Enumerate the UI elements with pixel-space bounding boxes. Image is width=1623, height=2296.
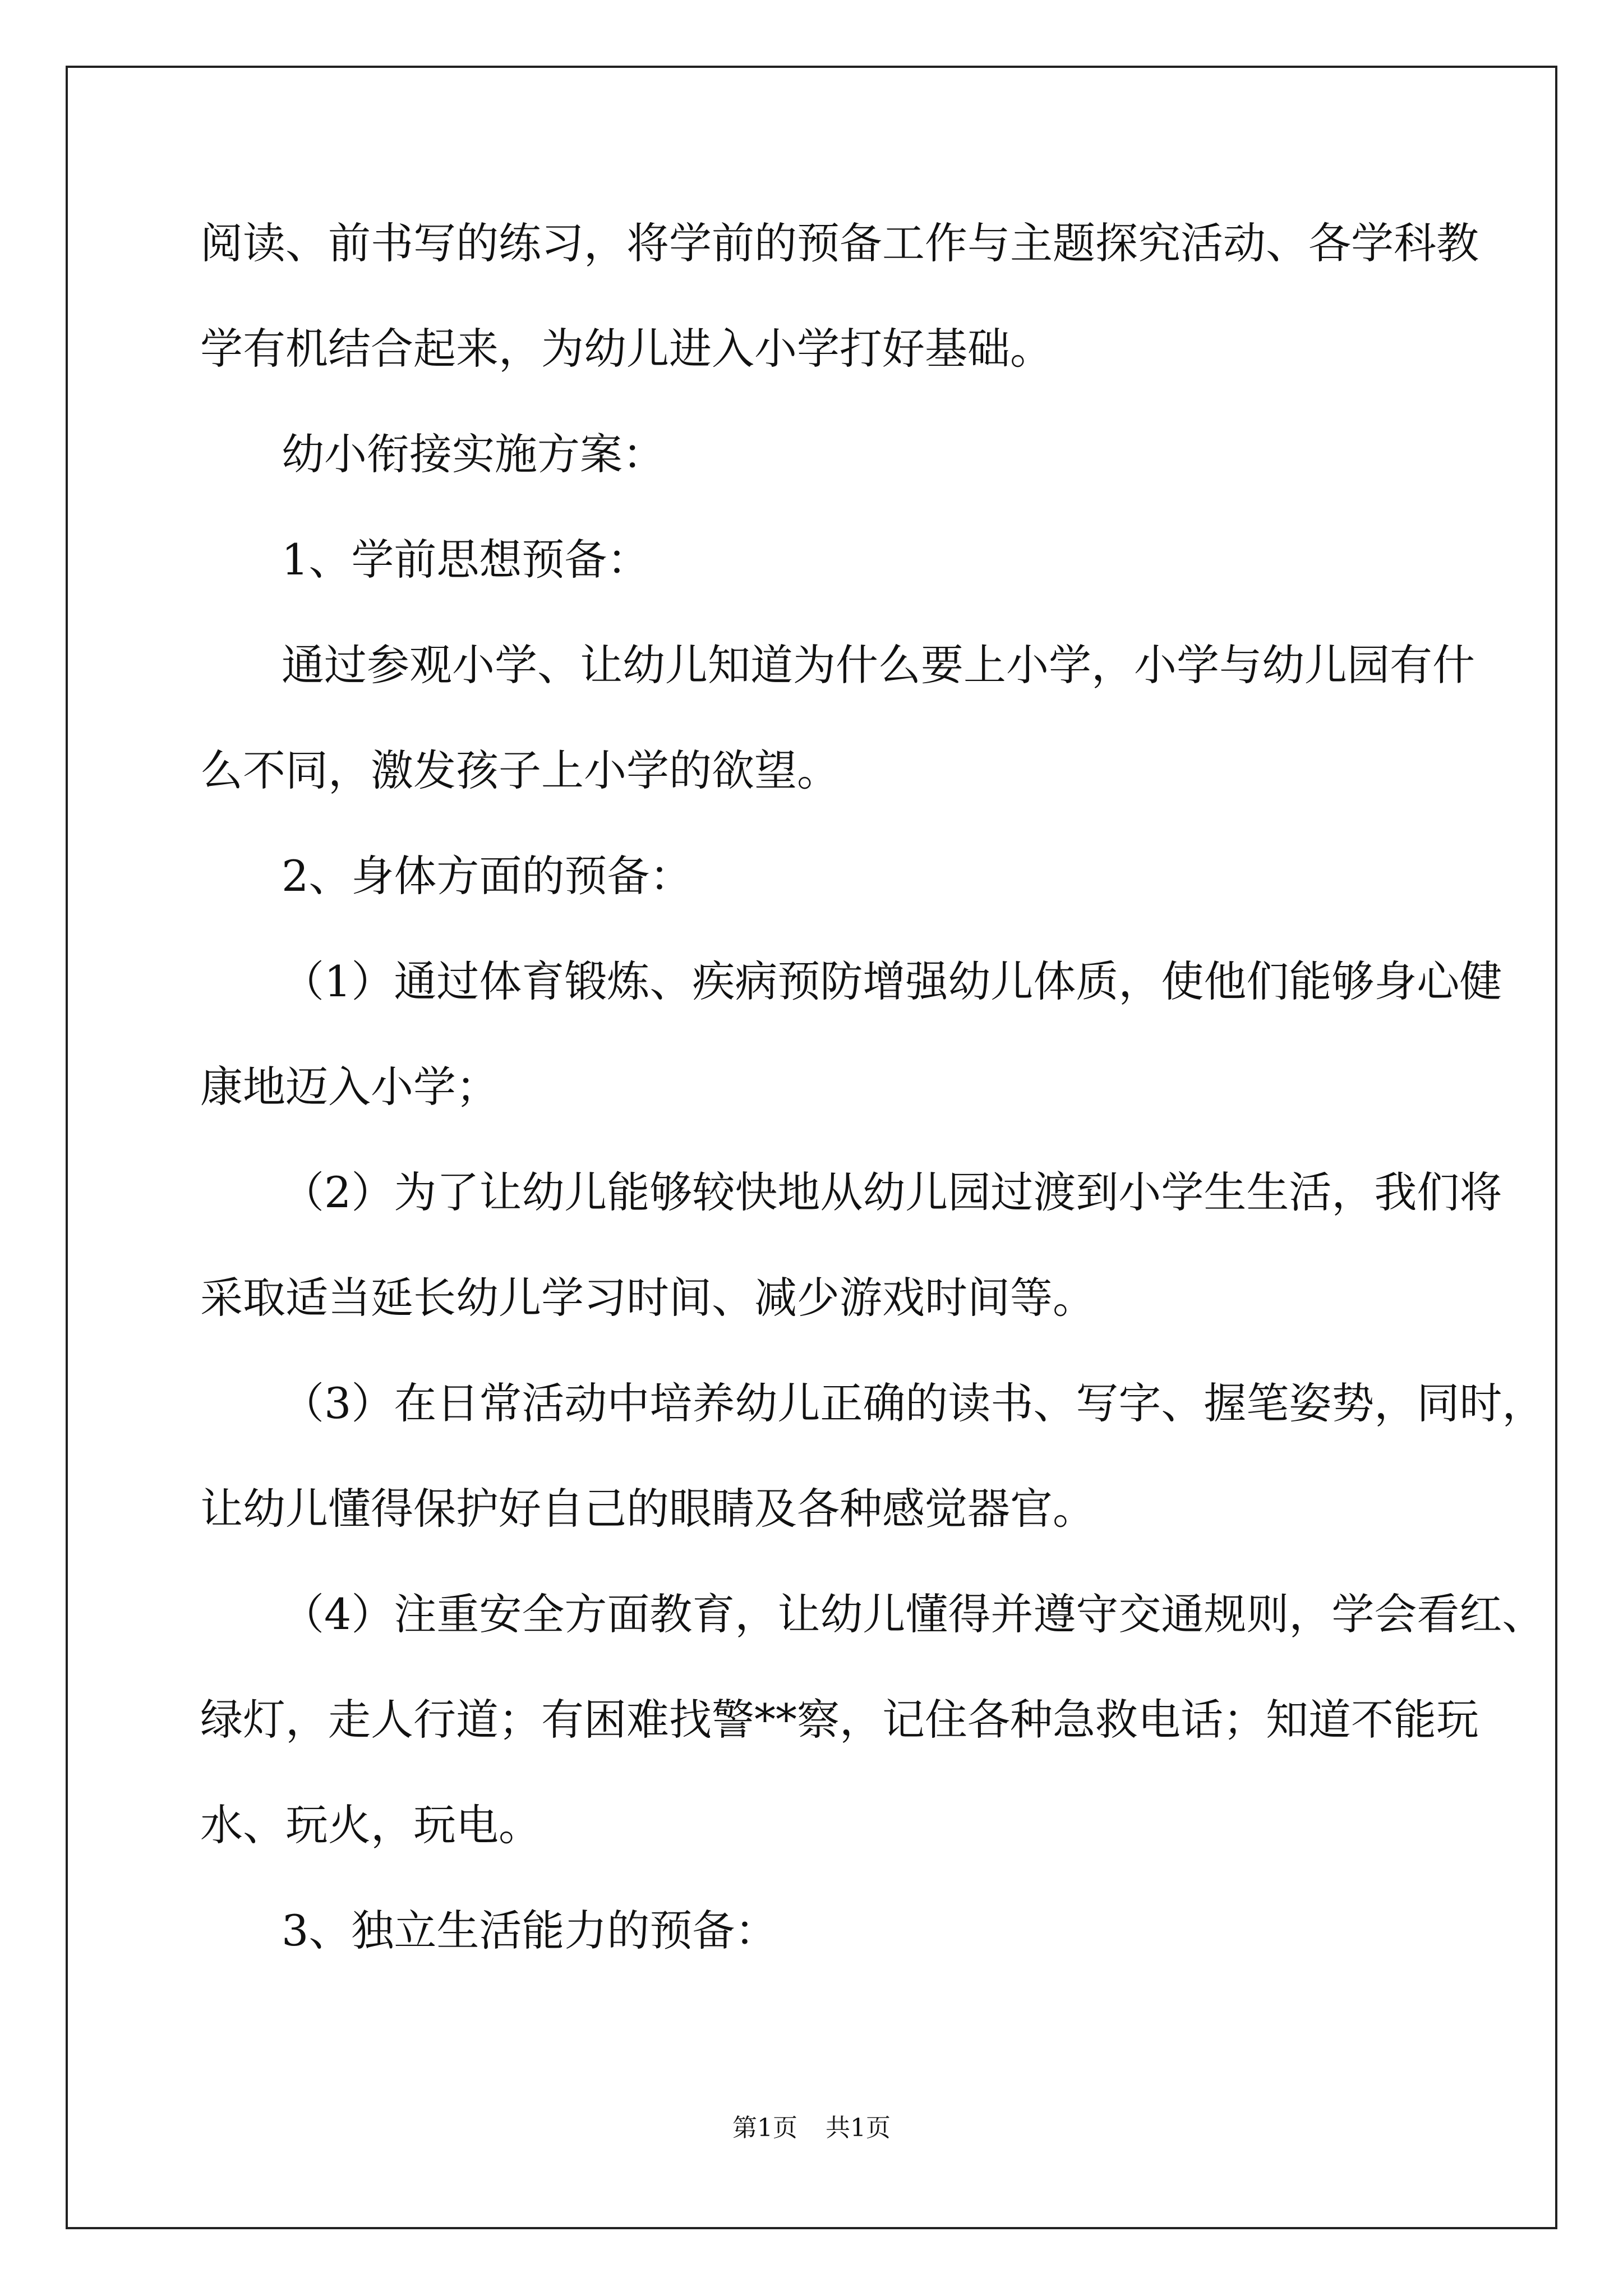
page-total: 共1页 xyxy=(826,2114,891,2142)
section-heading: 2、身体方面的预备： xyxy=(282,851,693,901)
paragraph-line: （1）通过体育锻炼、疾病预防增强幼儿体质，使他们能够身心健 xyxy=(282,956,1502,1006)
page-number: 第1页 xyxy=(732,2114,797,2142)
paragraph-line: 康地迈入小学； xyxy=(200,1062,499,1112)
paragraph-line: 么不同，激发孩子上小学的欲望。 xyxy=(200,746,840,795)
paragraph-line: 水、玩火，玩电。 xyxy=(200,1800,541,1850)
paragraph-line: 采取适当延长幼儿学习时间、减少游戏时间等。 xyxy=(200,1273,1095,1323)
section-heading: 幼小衔接实施方案： xyxy=(282,429,665,479)
paragraph-line: （4）注重安全方面教育，让幼儿懂得并遵守交通规则，学会看红、 xyxy=(282,1589,1545,1639)
page-footer xyxy=(0,2108,1623,2143)
document-body xyxy=(200,191,1545,1984)
paragraph-line: 让幼儿懂得保护好自己的眼睛及各种感觉器官。 xyxy=(200,1484,1095,1534)
paragraph-line: 学有机结合起来，为幼儿进入小学打好基础。 xyxy=(200,324,1053,374)
paragraph-line: 绿灯，走人行道；有困难找警**察，记住各种急救电话；知道不能玩 xyxy=(200,1695,1479,1745)
paragraph-line: 通过参观小学、让幼儿知道为什么要上小学，小学与幼儿园有什 xyxy=(282,640,1475,690)
section-heading: 3、独立生活能力的预备： xyxy=(282,1906,778,1955)
section-heading: 1、学前思想预备： xyxy=(282,535,650,585)
paragraph-line: （2）为了让幼儿能够较快地从幼儿园过渡到小学生生活，我们将 xyxy=(282,1167,1502,1217)
paragraph-line: 阅读、前书写的练习，将学前的预备工作与主题探究活动、各学科教 xyxy=(200,218,1479,268)
paragraph-line: （3）在日常活动中培养幼儿正确的读书、写字、握笔姿势，同时， xyxy=(282,1378,1545,1428)
